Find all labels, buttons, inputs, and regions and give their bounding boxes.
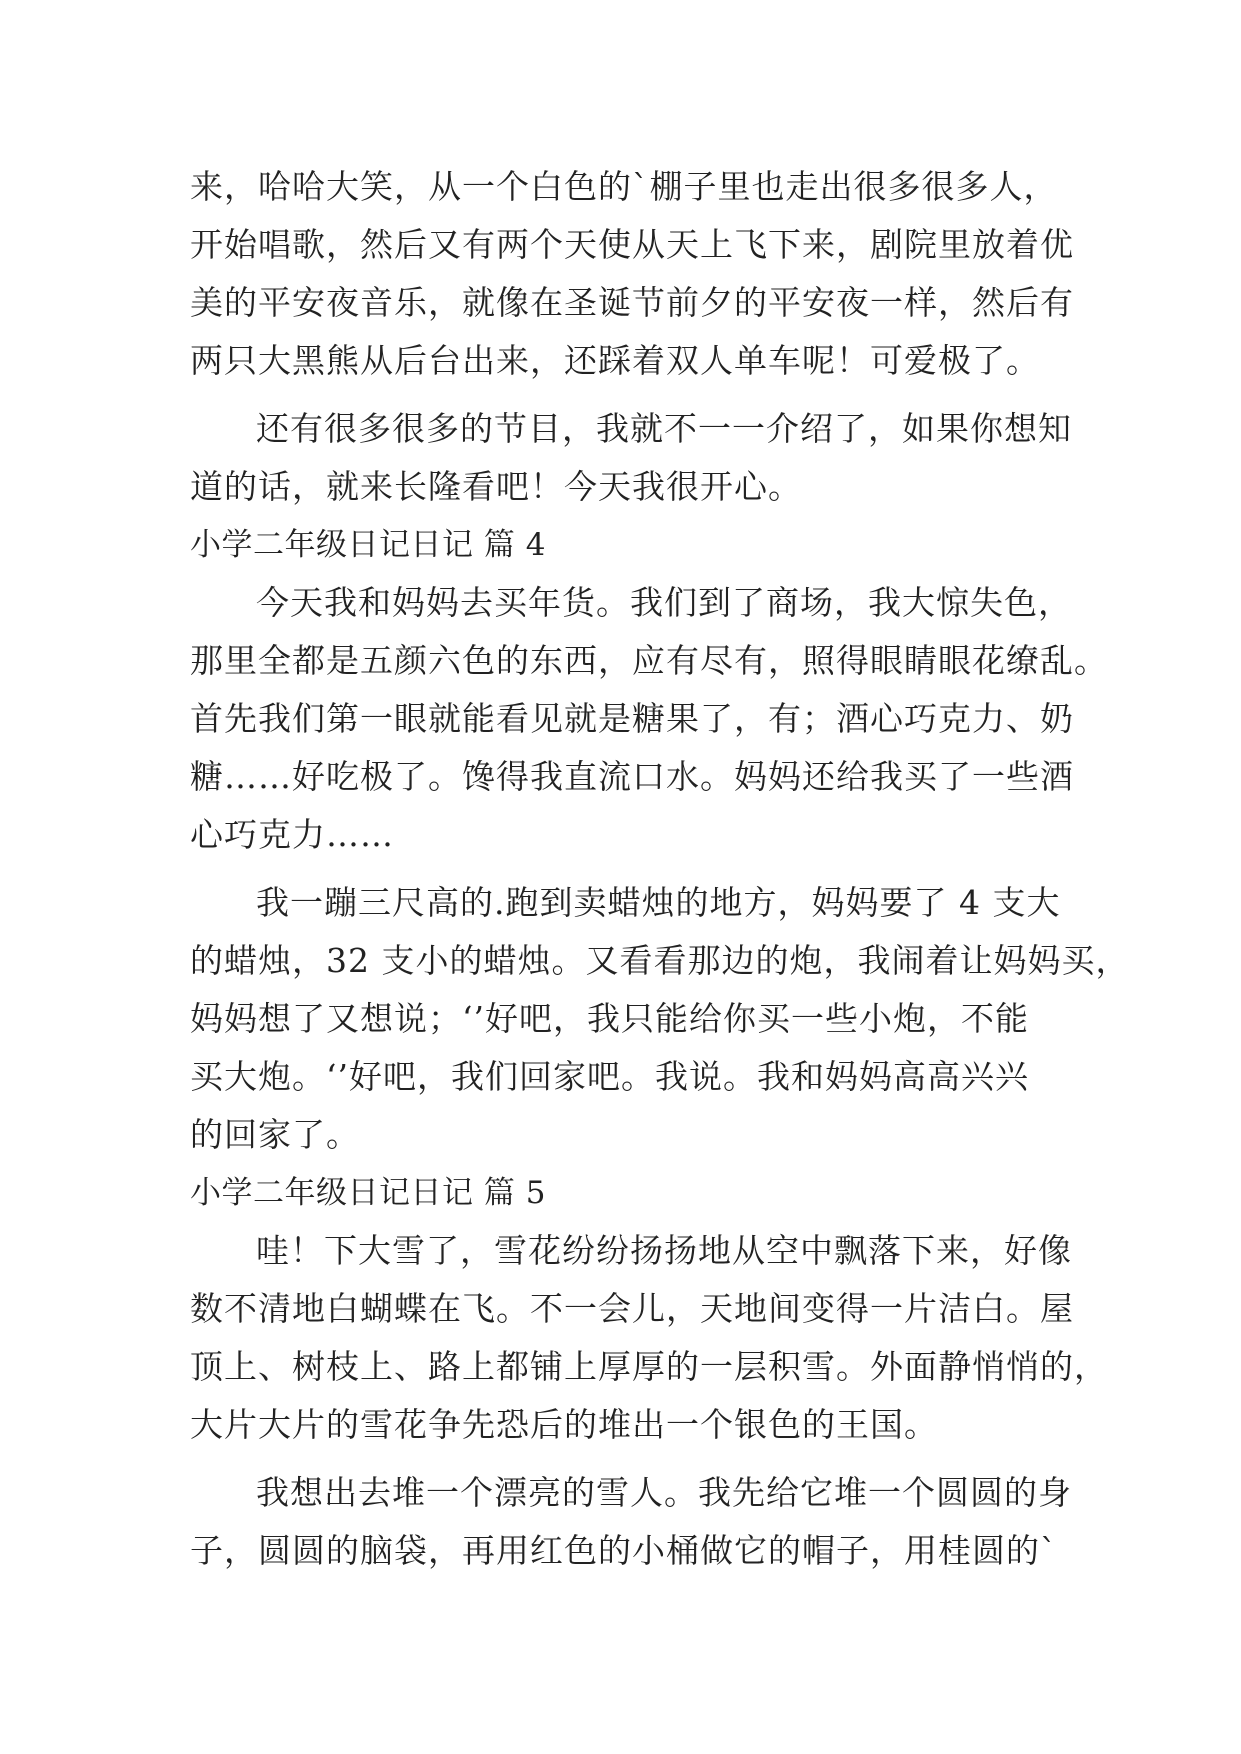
section-heading-4: 小学二年级日记日记 篇 4	[190, 527, 546, 563]
text-line: 今天我和妈妈去买年货。我们到了商场，我大惊失色，	[256, 583, 1072, 622]
text-line: 还有很多很多的节目，我就不一一介绍了，如果你想知	[256, 409, 1072, 448]
text-line: 道的话，就来长隆看吧！今天我很开心。	[190, 467, 802, 506]
section-4-paragraph-2	[190, 874, 1130, 1164]
text-line: 来，哈哈大笑，从一个白色的`棚子里也走出很多很多人，	[190, 167, 1058, 206]
text-line: 首先我们第一眼就能看见就是糖果了，有；酒心巧克力、奶	[190, 699, 1074, 738]
text-line: 的蜡烛，32 支小的蜡烛。又看看那边的炮，我闹着让妈妈买，	[190, 941, 1130, 980]
text-line: 心巧克力……	[190, 815, 394, 854]
text-line: 大片大片的雪花争先恐后的堆出一个银色的王国。	[190, 1405, 938, 1444]
text-line: 我想出去堆一个漂亮的雪人。我先给它堆一个圆圆的身	[256, 1473, 1072, 1512]
text-line: 美的平安夜音乐，就像在圣诞节前夕的平安夜一样，然后有	[190, 283, 1074, 322]
text-line: 子，圆圆的脑袋，再用红色的小桶做它的帽子，用桂圆的`	[190, 1531, 1058, 1570]
text-line: 妈妈想了又想说；‘’好吧，我只能给你买一些小炮，不能	[190, 999, 1029, 1038]
section-heading-5: 小学二年级日记日记 篇 5	[190, 1175, 546, 1211]
document-body	[190, 158, 1130, 1580]
continued-paragraph	[190, 158, 1074, 390]
text-line: 我一蹦三尺高的.跑到卖蜡烛的地方，妈妈要了 4 支大	[256, 883, 1061, 922]
text-line: 买大炮。‘’好吧，我们回家吧。我说。我和妈妈高高兴兴	[190, 1057, 1029, 1096]
section-5-paragraph-2	[190, 1464, 1072, 1580]
section-5-paragraph-1	[190, 1222, 1108, 1454]
text-line: 数不清地白蝴蝶在飞。不一会儿，天地间变得一片洁白。屋	[190, 1289, 1074, 1328]
closing-paragraph	[190, 400, 1072, 516]
section-4-paragraph-1	[190, 574, 1108, 864]
text-line: 顶上、树枝上、路上都铺上厚厚的一层积雪。外面静悄悄的，	[190, 1347, 1108, 1386]
text-line: 那里全都是五颜六色的东西，应有尽有，照得眼睛眼花缭乱。	[190, 641, 1108, 680]
text-line: 两只大黑熊从后台出来，还踩着双人单车呢！可爱极了。	[190, 341, 1040, 380]
text-line: 哇！下大雪了，雪花纷纷扬扬地从空中飘落下来，好像	[256, 1231, 1072, 1270]
text-line: 的回家了。	[190, 1115, 360, 1154]
text-line: 开始唱歌，然后又有两个天使从天上飞下来，剧院里放着优	[190, 225, 1074, 264]
text-line: 糖……好吃极了。馋得我直流口水。妈妈还给我买了一些酒	[190, 757, 1074, 796]
